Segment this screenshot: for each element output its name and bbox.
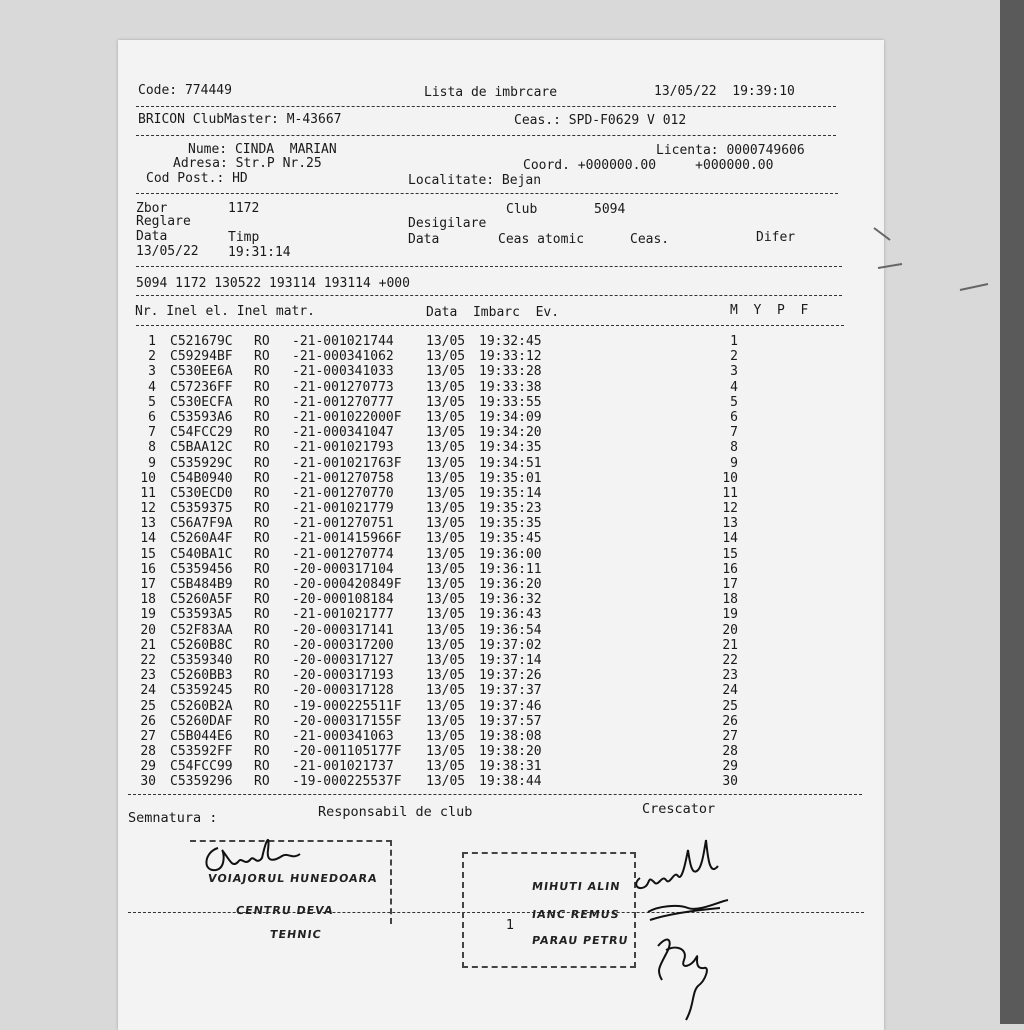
country-code: RO xyxy=(254,683,270,699)
arrival-date: 13/05 xyxy=(426,516,466,532)
country-code: RO xyxy=(254,546,270,562)
club-label: Club xyxy=(506,202,538,217)
table-header-right: M Y P F xyxy=(730,303,809,318)
table-row xyxy=(134,364,814,379)
arrival-time: 19:38:44 xyxy=(479,774,542,790)
document-title: Lista de imbrcare xyxy=(424,85,558,100)
table-row xyxy=(134,501,814,516)
country-code: RO xyxy=(254,349,270,365)
rank: 20 xyxy=(722,622,738,638)
ring-number-index: 8 xyxy=(148,440,156,456)
country-code: RO xyxy=(254,425,270,441)
table-row xyxy=(134,653,814,668)
rank: 6 xyxy=(730,409,738,425)
commission-stamp-line1: MIHUTI ALIN xyxy=(531,880,622,893)
table-header-mid: Data Imbarc Ev. xyxy=(426,305,560,320)
country-code: RO xyxy=(254,592,270,608)
difer-label: Difer xyxy=(756,230,796,245)
postal-code: Cod Post.: HD xyxy=(146,171,248,186)
rank: 30 xyxy=(722,774,738,790)
arrival-date: 13/05 xyxy=(426,774,466,790)
ring-number-index: 23 xyxy=(140,668,156,684)
arrival-time: 19:35:35 xyxy=(479,516,542,532)
electronic-ring: C5359456 xyxy=(170,561,233,577)
club-stamp-line1: VOIAJORUL HUNEDOARA xyxy=(207,872,379,885)
arrival-time: 19:36:11 xyxy=(479,561,542,577)
electronic-ring: C5260A4F xyxy=(170,531,233,547)
rank: 21 xyxy=(722,637,738,653)
country-code: RO xyxy=(254,364,270,380)
electronic-ring: C5260BB3 xyxy=(170,668,233,684)
table-row xyxy=(134,577,814,592)
divider xyxy=(136,106,836,107)
divider xyxy=(128,794,862,795)
ring-number-index: 4 xyxy=(148,379,156,395)
arrival-date: 13/05 xyxy=(426,668,466,684)
arrival-time: 19:38:20 xyxy=(479,744,542,760)
zbor-value: 1172 xyxy=(228,201,260,216)
ceas-atomic-label: Ceas atomic xyxy=(498,232,585,247)
arrival-time: 19:33:28 xyxy=(479,364,542,380)
print-datetime: 13/05/22 19:39:10 xyxy=(654,84,795,99)
rank: 18 xyxy=(722,592,738,608)
arrival-date: 13/05 xyxy=(426,607,466,623)
country-code: RO xyxy=(254,698,270,714)
electronic-ring: C5359375 xyxy=(170,501,233,517)
rank: 4 xyxy=(730,379,738,395)
arrival-date: 13/05 xyxy=(426,759,466,775)
ring-registration: -20-001105177F xyxy=(292,744,402,760)
ring-registration: -21-001021737 xyxy=(292,759,394,775)
rank: 29 xyxy=(722,759,738,775)
ring-registration: -21-001021744 xyxy=(292,334,394,349)
background-marks xyxy=(860,220,1010,340)
electronic-ring: C54B0940 xyxy=(170,470,233,486)
arrival-time: 19:33:12 xyxy=(479,349,542,365)
electronic-ring: C59294BF xyxy=(170,349,233,365)
printed-receipt xyxy=(118,40,884,1030)
table-row xyxy=(134,471,814,486)
rank: 10 xyxy=(722,470,738,486)
rank: 19 xyxy=(722,607,738,623)
commission-signatures xyxy=(628,830,778,1030)
electronic-ring: C53593A6 xyxy=(170,409,233,425)
ring-registration: -21-000341047 xyxy=(292,425,394,441)
ring-registration: -20-000420849F xyxy=(292,577,402,592)
arrival-date: 13/05 xyxy=(426,561,466,577)
ring-number-index: 5 xyxy=(148,394,156,410)
rank: 5 xyxy=(730,394,738,410)
electronic-ring: C5BAA12C xyxy=(170,440,233,456)
ring-registration: -21-001270770 xyxy=(292,485,394,501)
data-label: Data xyxy=(136,229,168,244)
divider xyxy=(136,295,842,296)
owner-name: Nume: CINDA MARIAN xyxy=(188,142,337,157)
ring-registration: -21-001270777 xyxy=(292,394,394,410)
arrival-time: 19:37:26 xyxy=(479,668,542,684)
table-row xyxy=(134,668,814,683)
country-code: RO xyxy=(254,379,270,395)
arrival-time: 19:35:14 xyxy=(479,485,542,501)
table-row xyxy=(134,623,814,638)
ceas-label: Ceas. xyxy=(630,232,670,247)
ring-number-index: 1 xyxy=(148,334,156,349)
ring-number-index: 25 xyxy=(140,698,156,714)
ring-number-index: 12 xyxy=(140,501,156,517)
ring-registration: -19-000225537F xyxy=(292,774,402,790)
ring-registration: -20-000108184 xyxy=(292,592,394,608)
ring-number-index: 6 xyxy=(148,409,156,425)
ring-number-index: 26 xyxy=(140,713,156,729)
arrival-time: 19:34:51 xyxy=(479,455,542,471)
rank: 25 xyxy=(722,698,738,714)
table-row xyxy=(134,440,814,455)
arrival-time: 19:36:20 xyxy=(479,577,542,592)
arrival-date: 13/05 xyxy=(426,501,466,517)
country-code: RO xyxy=(254,334,270,349)
ring-registration: -21-001270773 xyxy=(292,379,394,395)
ring-number-index: 16 xyxy=(140,561,156,577)
rank: 24 xyxy=(722,683,738,699)
ring-number-index: 29 xyxy=(140,759,156,775)
table-row xyxy=(134,759,814,774)
electronic-ring: C54FCC29 xyxy=(170,425,233,441)
arrival-date: 13/05 xyxy=(426,652,466,668)
electronic-ring: C5260DAF xyxy=(170,713,233,729)
ring-number-index: 11 xyxy=(140,485,156,501)
ring-number-index: 22 xyxy=(140,652,156,668)
arrival-time: 19:38:08 xyxy=(479,728,542,744)
ring-registration: -21-001270774 xyxy=(292,546,394,562)
ring-number-index: 20 xyxy=(140,622,156,638)
divider xyxy=(136,135,836,136)
coordinates: Coord. +000000.00 +000000.00 xyxy=(523,158,774,173)
arrival-time: 19:38:31 xyxy=(479,759,542,775)
table-row xyxy=(134,683,814,698)
device-id: BRICON ClubMaster: M-43667 xyxy=(138,112,342,127)
country-code: RO xyxy=(254,728,270,744)
ring-number-index: 7 xyxy=(148,425,156,441)
ring-registration: -21-001021793 xyxy=(292,440,394,456)
table-row xyxy=(134,607,814,622)
ring-registration: -21-001415966F xyxy=(292,531,402,547)
table-row xyxy=(134,516,814,531)
zbor-label: Zbor xyxy=(136,201,168,216)
arrival-time: 19:34:09 xyxy=(479,409,542,425)
electronic-ring: C5359245 xyxy=(170,683,233,699)
breeder-label: Crescator xyxy=(642,801,716,817)
ring-number-index: 3 xyxy=(148,364,156,380)
electronic-ring: C53593A5 xyxy=(170,607,233,623)
table-header-left: Nr. Inel el. Inel matr. xyxy=(135,304,316,319)
rank: 14 xyxy=(722,531,738,547)
arrival-time: 19:35:45 xyxy=(479,531,542,547)
electronic-ring: C5359296 xyxy=(170,774,233,790)
arrival-time: 19:37:14 xyxy=(479,652,542,668)
club-stamp-line2: CENTRU DEVA xyxy=(235,904,335,917)
electronic-ring: C530ECFA xyxy=(170,394,233,410)
ring-registration: -21-001270758 xyxy=(292,470,394,486)
electronic-ring: C57236FF xyxy=(170,379,233,395)
table-row xyxy=(134,714,814,729)
table-row xyxy=(134,744,814,759)
arrival-time: 19:36:32 xyxy=(479,592,542,608)
country-code: RO xyxy=(254,531,270,547)
clock-id: Ceas.: SPD-F0629 V 012 xyxy=(514,113,687,128)
table-row xyxy=(134,774,814,789)
reglare-label: Reglare xyxy=(136,214,191,229)
background-edge xyxy=(1000,0,1024,1024)
arrival-date: 13/05 xyxy=(426,394,466,410)
arrival-time: 19:36:00 xyxy=(479,546,542,562)
ring-number-index: 19 xyxy=(140,607,156,623)
arrival-date: 13/05 xyxy=(426,637,466,653)
divider xyxy=(136,193,838,194)
arrival-date: 13/05 xyxy=(426,531,466,547)
country-code: RO xyxy=(254,409,270,425)
rank: 27 xyxy=(722,728,738,744)
electronic-ring: C535929C xyxy=(170,455,233,471)
rank: 2 xyxy=(730,349,738,365)
electronic-ring: C5260B8C xyxy=(170,637,233,653)
owner-address: Adresa: Str.P Nr.25 xyxy=(173,156,322,171)
code-label: Code: 774449 xyxy=(138,83,232,98)
rank: 11 xyxy=(722,485,738,501)
ring-number-index: 9 xyxy=(148,455,156,471)
ring-number-index: 28 xyxy=(140,744,156,760)
ring-number-index: 13 xyxy=(140,516,156,532)
flight-summary: 5094 1172 130522 193114 193114 +000 xyxy=(136,276,410,291)
club-responsible-label: Responsabil de club xyxy=(318,804,473,820)
electronic-ring: C53592FF xyxy=(170,744,233,760)
arrival-time: 19:35:23 xyxy=(479,501,542,517)
country-code: RO xyxy=(254,394,270,410)
arrival-time: 19:34:35 xyxy=(479,440,542,456)
electronic-ring: C56A7F9A xyxy=(170,516,233,532)
timp-label: Timp xyxy=(228,230,260,245)
arrival-date: 13/05 xyxy=(426,546,466,562)
electronic-ring: C540BA1C xyxy=(170,546,233,562)
country-code: RO xyxy=(254,561,270,577)
table-row xyxy=(134,349,814,364)
table-row xyxy=(134,531,814,546)
electronic-ring: C521679C xyxy=(170,334,233,349)
pigeon-list xyxy=(134,334,814,790)
club-signature xyxy=(196,830,316,890)
ring-registration: -20-000317127 xyxy=(292,652,394,668)
arrival-date: 13/05 xyxy=(426,713,466,729)
desigilare-label: Desigilare xyxy=(408,216,487,231)
data-value: 13/05/22 xyxy=(136,244,199,259)
arrival-time: 19:35:01 xyxy=(479,470,542,486)
arrival-time: 19:37:02 xyxy=(479,637,542,653)
rank: 17 xyxy=(722,577,738,592)
table-row xyxy=(134,562,814,577)
signature-label: Semnatura : xyxy=(128,810,218,826)
data2-label: Data xyxy=(408,232,440,247)
electronic-ring: C5B484B9 xyxy=(170,577,233,592)
rank: 12 xyxy=(722,501,738,517)
ring-number-index: 24 xyxy=(140,683,156,699)
arrival-date: 13/05 xyxy=(426,425,466,441)
arrival-date: 13/05 xyxy=(426,364,466,380)
commission-stamp-line2: IANC REMUS xyxy=(531,908,621,921)
electronic-ring: C530EE6A xyxy=(170,364,233,380)
country-code: RO xyxy=(254,577,270,592)
arrival-date: 13/05 xyxy=(426,409,466,425)
divider xyxy=(136,266,842,267)
ring-number-index: 17 xyxy=(140,577,156,592)
ring-registration: -19-000225511F xyxy=(292,698,402,714)
commission-stamp-number: 1 xyxy=(506,918,515,933)
ring-number-index: 21 xyxy=(140,637,156,653)
divider xyxy=(136,325,844,326)
arrival-time: 19:37:57 xyxy=(479,713,542,729)
table-row xyxy=(134,729,814,744)
arrival-time: 19:34:20 xyxy=(479,425,542,441)
rank: 22 xyxy=(722,652,738,668)
country-code: RO xyxy=(254,607,270,623)
country-code: RO xyxy=(254,455,270,471)
table-row xyxy=(134,699,814,714)
ring-registration: -20-000317200 xyxy=(292,637,394,653)
arrival-time: 19:37:37 xyxy=(479,683,542,699)
table-row xyxy=(134,638,814,653)
arrival-date: 13/05 xyxy=(426,440,466,456)
ring-registration: -20-000317193 xyxy=(292,668,394,684)
country-code: RO xyxy=(254,470,270,486)
table-row xyxy=(134,592,814,607)
arrival-time: 19:36:43 xyxy=(479,607,542,623)
ring-registration: -20-000317128 xyxy=(292,683,394,699)
rank: 15 xyxy=(722,546,738,562)
country-code: RO xyxy=(254,501,270,517)
ring-registration: -21-001022000F xyxy=(292,409,402,425)
electronic-ring: C5359340 xyxy=(170,652,233,668)
country-code: RO xyxy=(254,622,270,638)
arrival-date: 13/05 xyxy=(426,334,466,349)
commission-stamp-line3: PARAU PETRU xyxy=(531,934,630,947)
ring-number-index: 10 xyxy=(140,470,156,486)
country-code: RO xyxy=(254,713,270,729)
country-code: RO xyxy=(254,652,270,668)
rank: 8 xyxy=(730,440,738,456)
table-row xyxy=(134,380,814,395)
rank: 9 xyxy=(730,455,738,471)
country-code: RO xyxy=(254,744,270,760)
ring-number-index: 30 xyxy=(140,774,156,790)
electronic-ring: C5B044E6 xyxy=(170,728,233,744)
arrival-date: 13/05 xyxy=(426,728,466,744)
table-row xyxy=(134,425,814,440)
ring-registration: -20-000317104 xyxy=(292,561,394,577)
rank: 1 xyxy=(730,334,738,349)
electronic-ring: C530ECD0 xyxy=(170,485,233,501)
arrival-time: 19:33:38 xyxy=(479,379,542,395)
license-number: Licenta: 0000749606 xyxy=(656,143,805,158)
timp-value: 19:31:14 xyxy=(228,245,291,260)
ring-registration: -20-000317141 xyxy=(292,622,394,638)
country-code: RO xyxy=(254,485,270,501)
ring-registration: -20-000317155F xyxy=(292,713,402,729)
club-stamp-line3: TEHNIC xyxy=(269,928,323,941)
ring-registration: -21-001021777 xyxy=(292,607,394,623)
rank: 26 xyxy=(722,713,738,729)
arrival-date: 13/05 xyxy=(426,470,466,486)
arrival-time: 19:36:54 xyxy=(479,622,542,638)
ring-number-index: 18 xyxy=(140,592,156,608)
country-code: RO xyxy=(254,759,270,775)
ring-registration: -21-000341062 xyxy=(292,349,394,365)
electronic-ring: C52F83AA xyxy=(170,622,233,638)
country-code: RO xyxy=(254,516,270,532)
arrival-date: 13/05 xyxy=(426,622,466,638)
locality: Localitate: Bejan xyxy=(408,173,542,188)
table-row xyxy=(134,486,814,501)
arrival-date: 13/05 xyxy=(426,455,466,471)
arrival-time: 19:32:45 xyxy=(479,334,542,349)
table-row xyxy=(134,395,814,410)
ring-registration: -21-001021779 xyxy=(292,501,394,517)
club-value: 5094 xyxy=(594,202,626,217)
ring-registration: -21-000341063 xyxy=(292,728,394,744)
table-row xyxy=(134,547,814,562)
electronic-ring: C5260B2A xyxy=(170,698,233,714)
arrival-time: 19:37:46 xyxy=(479,698,542,714)
ring-number-index: 2 xyxy=(148,349,156,365)
arrival-date: 13/05 xyxy=(426,744,466,760)
rank: 23 xyxy=(722,668,738,684)
arrival-date: 13/05 xyxy=(426,349,466,365)
country-code: RO xyxy=(254,774,270,790)
rank: 16 xyxy=(722,561,738,577)
ring-registration: -21-001270751 xyxy=(292,516,394,532)
ring-number-index: 15 xyxy=(140,546,156,562)
rank: 7 xyxy=(730,425,738,441)
electronic-ring: C5260A5F xyxy=(170,592,233,608)
arrival-date: 13/05 xyxy=(426,683,466,699)
ring-number-index: 14 xyxy=(140,531,156,547)
table-row xyxy=(134,334,814,349)
table-row xyxy=(134,456,814,471)
arrival-date: 13/05 xyxy=(426,577,466,592)
table-row xyxy=(134,410,814,425)
arrival-time: 19:33:55 xyxy=(479,394,542,410)
ring-registration: -21-000341033 xyxy=(292,364,394,380)
arrival-date: 13/05 xyxy=(426,485,466,501)
ring-number-index: 27 xyxy=(140,728,156,744)
rank: 28 xyxy=(722,744,738,760)
arrival-date: 13/05 xyxy=(426,592,466,608)
arrival-date: 13/05 xyxy=(426,698,466,714)
rank: 13 xyxy=(722,516,738,532)
electronic-ring: C54FCC99 xyxy=(170,759,233,775)
country-code: RO xyxy=(254,668,270,684)
country-code: RO xyxy=(254,637,270,653)
ring-registration: -21-001021763F xyxy=(292,455,402,471)
rank: 3 xyxy=(730,364,738,380)
country-code: RO xyxy=(254,440,270,456)
arrival-date: 13/05 xyxy=(426,379,466,395)
